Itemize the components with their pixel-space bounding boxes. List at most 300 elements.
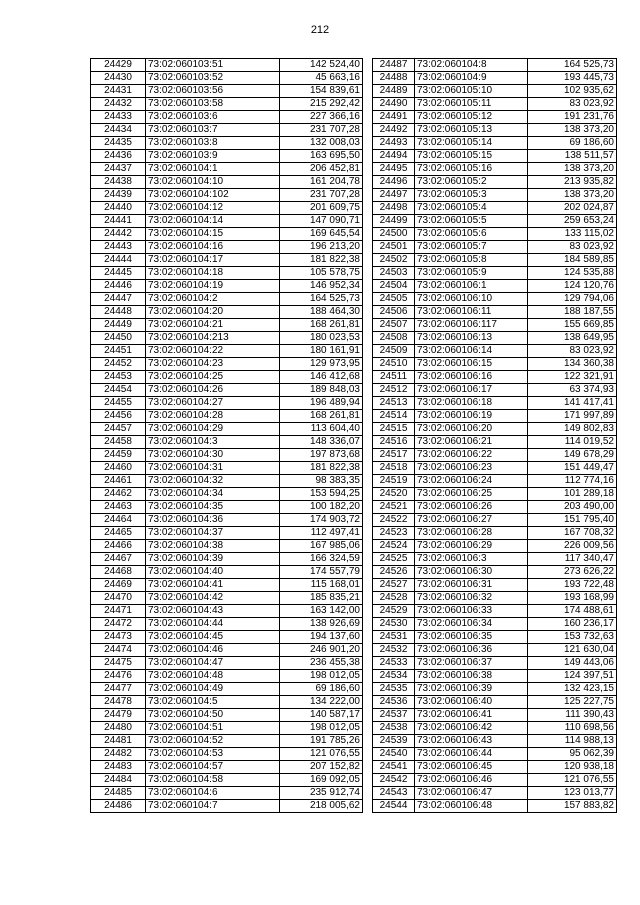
table-row [91, 410, 363, 423]
cadastral-number: 73:02:060106:13 [415, 332, 528, 345]
cadastral-number: 73:02:060106:48 [415, 800, 528, 813]
cadastral-value: 69 186,60 [280, 683, 363, 696]
cadastral-value: 149 678,29 [528, 449, 617, 462]
cadastral-value: 153 594,25 [280, 488, 363, 501]
cadastral-number: 73:02:060105:13 [415, 124, 528, 137]
row-number: 24465 [91, 527, 146, 540]
table-row [373, 176, 617, 189]
table-row [373, 722, 617, 735]
row-number: 24524 [373, 540, 415, 553]
row-number: 24480 [91, 722, 146, 735]
cadastral-value: 201 609,75 [280, 202, 363, 215]
row-number: 24469 [91, 579, 146, 592]
cadastral-value: 202 024,87 [528, 202, 617, 215]
cadastral-value: 133 115,02 [528, 228, 617, 241]
cadastral-value: 193 445,73 [528, 72, 617, 85]
table-row [91, 189, 363, 202]
row-number: 24532 [373, 644, 415, 657]
cadastral-value: 121 076,55 [280, 748, 363, 761]
cadastral-number: 73:02:060104:53 [146, 748, 280, 761]
cadastral-number: 73:02:060106:16 [415, 371, 528, 384]
cadastral-value: 188 464,30 [280, 306, 363, 319]
table-row [373, 540, 617, 553]
table-row [91, 488, 363, 501]
row-number: 24528 [373, 592, 415, 605]
row-number: 24488 [373, 72, 415, 85]
row-number: 24537 [373, 709, 415, 722]
cadastral-number: 73:02:060105:4 [415, 202, 528, 215]
cadastral-value: 121 076,55 [528, 774, 617, 787]
table-row [91, 202, 363, 215]
cadastral-value: 169 092,05 [280, 774, 363, 787]
cadastral-number: 73:02:060106:10 [415, 293, 528, 306]
table-row [91, 124, 363, 137]
row-number: 24432 [91, 98, 146, 111]
cadastral-value: 203 490,00 [528, 501, 617, 514]
table-row [373, 527, 617, 540]
cadastral-value: 193 722,48 [528, 579, 617, 592]
cadastral-number: 73:02:060105:11 [415, 98, 528, 111]
cadastral-number: 73:02:060106:3 [415, 553, 528, 566]
row-number: 24462 [91, 488, 146, 501]
row-number: 24504 [373, 280, 415, 293]
row-number: 24473 [91, 631, 146, 644]
table-row [91, 540, 363, 553]
table-row [373, 228, 617, 241]
cadastral-value: 45 663,16 [280, 72, 363, 85]
cadastral-value: 129 973,95 [280, 358, 363, 371]
cadastral-number: 73:02:060104:50 [146, 709, 280, 722]
cadastral-value: 215 292,42 [280, 98, 363, 111]
table-row [91, 111, 363, 124]
row-number: 24431 [91, 85, 146, 98]
row-number: 24487 [373, 59, 415, 72]
cadastral-number: 73:02:060106:45 [415, 761, 528, 774]
cadastral-value: 124 120,76 [528, 280, 617, 293]
row-number: 24497 [373, 189, 415, 202]
row-number: 24539 [373, 735, 415, 748]
row-number: 24527 [373, 579, 415, 592]
cadastral-value: 98 383,35 [280, 475, 363, 488]
cadastral-value: 83 023,92 [528, 98, 617, 111]
cadastral-number: 73:02:060106:26 [415, 501, 528, 514]
row-number: 24439 [91, 189, 146, 202]
cadastral-value: 95 062,39 [528, 748, 617, 761]
row-number: 24519 [373, 475, 415, 488]
cadastral-number: 73:02:060104:7 [146, 800, 280, 813]
cadastral-number: 73:02:060106:21 [415, 436, 528, 449]
row-number: 24433 [91, 111, 146, 124]
table-row [91, 774, 363, 787]
row-number: 24521 [373, 501, 415, 514]
cadastral-number: 73:02:060104:38 [146, 540, 280, 553]
table-row [373, 449, 617, 462]
cadastral-value: 196 213,20 [280, 241, 363, 254]
row-number: 24533 [373, 657, 415, 670]
table-row [373, 280, 617, 293]
table-row [373, 189, 617, 202]
cadastral-number: 73:02:060104:10 [146, 176, 280, 189]
table-row [373, 462, 617, 475]
cadastral-value: 191 785,26 [280, 735, 363, 748]
cadastral-number: 73:02:060104:22 [146, 345, 280, 358]
cadastral-value: 112 497,41 [280, 527, 363, 540]
cadastral-value: 115 168,01 [280, 579, 363, 592]
row-number: 24506 [373, 306, 415, 319]
cadastral-number: 73:02:060104:47 [146, 657, 280, 670]
table-row [373, 683, 617, 696]
cadastral-number: 73:02:060104:51 [146, 722, 280, 735]
cadastral-number: 73:02:060104:19 [146, 280, 280, 293]
row-number: 24477 [91, 683, 146, 696]
row-number: 24529 [373, 605, 415, 618]
table-row [91, 683, 363, 696]
table-row [373, 202, 617, 215]
row-number: 24471 [91, 605, 146, 618]
cadastral-number: 73:02:060106:24 [415, 475, 528, 488]
table-row [373, 657, 617, 670]
row-number: 24493 [373, 137, 415, 150]
row-number: 24484 [91, 774, 146, 787]
cadastral-number: 73:02:060106:1 [415, 280, 528, 293]
cadastral-number: 73:02:060104:27 [146, 397, 280, 410]
table-row [91, 449, 363, 462]
cadastral-number: 73:02:060105:9 [415, 267, 528, 280]
table-row [91, 293, 363, 306]
cadastral-value: 160 236,17 [528, 618, 617, 631]
cadastral-value: 218 005,62 [280, 800, 363, 813]
cadastral-number: 73:02:060104:41 [146, 579, 280, 592]
cadastral-value: 151 795,40 [528, 514, 617, 527]
table-row [91, 371, 363, 384]
cadastral-number: 73:02:060104:6 [146, 787, 280, 800]
cadastral-value: 194 137,60 [280, 631, 363, 644]
row-number: 24448 [91, 306, 146, 319]
cadastral-number: 73:02:060106:27 [415, 514, 528, 527]
row-number: 24460 [91, 462, 146, 475]
table-row [91, 735, 363, 748]
cadastral-number: 73:02:060103:52 [146, 72, 280, 85]
row-number: 24530 [373, 618, 415, 631]
cadastral-value: 151 449,47 [528, 462, 617, 475]
cadastral-value: 167 985,06 [280, 540, 363, 553]
table-row [373, 332, 617, 345]
row-number: 24447 [91, 293, 146, 306]
row-number: 24485 [91, 787, 146, 800]
cadastral-value: 155 669,85 [528, 319, 617, 332]
cadastral-number: 73:02:060106:19 [415, 410, 528, 423]
table-row [91, 241, 363, 254]
row-number: 24534 [373, 670, 415, 683]
cadastral-number: 73:02:060104:31 [146, 462, 280, 475]
row-number: 24514 [373, 410, 415, 423]
cadastral-number: 73:02:060104:48 [146, 670, 280, 683]
cadastral-value: 235 912,74 [280, 787, 363, 800]
cadastral-number: 73:02:060106:34 [415, 618, 528, 631]
cadastral-value: 114 988,13 [528, 735, 617, 748]
cadastral-number: 73:02:060104:20 [146, 306, 280, 319]
cadastral-number: 73:02:060104:58 [146, 774, 280, 787]
table-row [91, 566, 363, 579]
cadastral-number: 73:02:060104:23 [146, 358, 280, 371]
cadastral-value: 171 997,89 [528, 410, 617, 423]
table-row [373, 397, 617, 410]
cadastral-value: 206 452,81 [280, 163, 363, 176]
table-row [91, 644, 363, 657]
table-row [91, 332, 363, 345]
row-number: 24467 [91, 553, 146, 566]
cadastral-number: 73:02:060106:44 [415, 748, 528, 761]
cadastral-number: 73:02:060106:11 [415, 306, 528, 319]
cadastral-value: 134 222,00 [280, 696, 363, 709]
row-number: 24522 [373, 514, 415, 527]
cadastral-value: 138 511,57 [528, 150, 617, 163]
cadastral-value: 147 090,71 [280, 215, 363, 228]
table-row [91, 605, 363, 618]
cadastral-value: 166 324,59 [280, 553, 363, 566]
row-number: 24541 [373, 761, 415, 774]
row-number: 24475 [91, 657, 146, 670]
cadastral-value: 69 186,60 [528, 137, 617, 150]
table-row [91, 501, 363, 514]
table-row [91, 657, 363, 670]
table-row [91, 306, 363, 319]
row-number: 24437 [91, 163, 146, 176]
cadastral-value: 138 649,95 [528, 332, 617, 345]
cadastral-value: 196 489,94 [280, 397, 363, 410]
cadastral-number: 73:02:060106:47 [415, 787, 528, 800]
cadastral-number: 73:02:060106:40 [415, 696, 528, 709]
table-row [373, 267, 617, 280]
cadastral-value: 180 023,53 [280, 332, 363, 345]
table-row [91, 137, 363, 150]
cadastral-number: 73:02:060104:3 [146, 436, 280, 449]
table-row [373, 345, 617, 358]
cadastral-value: 180 161,91 [280, 345, 363, 358]
row-number: 24478 [91, 696, 146, 709]
row-number: 24498 [373, 202, 415, 215]
cadastral-value: 122 321,91 [528, 371, 617, 384]
cadastral-value: 83 023,92 [528, 241, 617, 254]
cadastral-value: 63 374,93 [528, 384, 617, 397]
table-row [373, 72, 617, 85]
cadastral-number: 73:02:060104:29 [146, 423, 280, 436]
cadastral-value: 157 883,82 [528, 800, 617, 813]
row-number: 24507 [373, 319, 415, 332]
table-row [91, 475, 363, 488]
cadastral-value: 231 707,28 [280, 124, 363, 137]
table-row [373, 800, 617, 813]
row-number: 24446 [91, 280, 146, 293]
cadastral-number: 73:02:060106:42 [415, 722, 528, 735]
row-number: 24518 [373, 462, 415, 475]
table-row [373, 618, 617, 631]
cadastral-value: 146 952,34 [280, 280, 363, 293]
cadastral-number: 73:02:060105:5 [415, 215, 528, 228]
cadastral-number: 73:02:060104:2 [146, 293, 280, 306]
cadastral-number: 73:02:060104:25 [146, 371, 280, 384]
cadastral-value: 110 698,56 [528, 722, 617, 735]
cadastral-number: 73:02:060103:56 [146, 85, 280, 98]
cadastral-value: 259 653,24 [528, 215, 617, 228]
row-number: 24491 [373, 111, 415, 124]
table-row [91, 579, 363, 592]
row-number: 24508 [373, 332, 415, 345]
cadastral-value: 168 261,81 [280, 319, 363, 332]
row-number: 24463 [91, 501, 146, 514]
table-row [91, 618, 363, 631]
cadastral-number: 73:02:060104:40 [146, 566, 280, 579]
cadastral-number: 73:02:060104:44 [146, 618, 280, 631]
row-number: 24500 [373, 228, 415, 241]
cadastral-number: 73:02:060106:38 [415, 670, 528, 683]
row-number: 24513 [373, 397, 415, 410]
cadastral-number: 73:02:060105:7 [415, 241, 528, 254]
cadastral-number: 73:02:060106:39 [415, 683, 528, 696]
cadastral-value: 213 935,82 [528, 176, 617, 189]
table-row [373, 774, 617, 787]
cadastral-value: 138 373,20 [528, 163, 617, 176]
cadastral-value: 185 835,21 [280, 592, 363, 605]
table-row [373, 631, 617, 644]
table-row [373, 124, 617, 137]
cadastral-number: 73:02:060104:34 [146, 488, 280, 501]
table-row [373, 319, 617, 332]
cadastral-value: 141 417,41 [528, 397, 617, 410]
cadastral-value: 191 231,76 [528, 111, 617, 124]
page-number: 212 [310, 24, 330, 36]
cadastral-value: 149 802,83 [528, 423, 617, 436]
table-row [91, 527, 363, 540]
table-row [373, 436, 617, 449]
table-row [91, 228, 363, 241]
cadastral-number: 73:02:060106:23 [415, 462, 528, 475]
table-row [373, 514, 617, 527]
cadastral-number: 73:02:060105:15 [415, 150, 528, 163]
table-row [91, 709, 363, 722]
cadastral-number: 73:02:060105:3 [415, 189, 528, 202]
row-number: 24442 [91, 228, 146, 241]
table-row [373, 410, 617, 423]
row-number: 24429 [91, 59, 146, 72]
table-row [373, 787, 617, 800]
table-row [373, 215, 617, 228]
cadastral-value: 188 187,55 [528, 306, 617, 319]
row-number: 24544 [373, 800, 415, 813]
cadastral-number: 73:02:060104:21 [146, 319, 280, 332]
row-number: 24474 [91, 644, 146, 657]
cadastral-value: 149 443,06 [528, 657, 617, 670]
row-number: 24444 [91, 254, 146, 267]
table-row [373, 306, 617, 319]
cadastral-value: 117 340,47 [528, 553, 617, 566]
row-number: 24453 [91, 371, 146, 384]
row-number: 24452 [91, 358, 146, 371]
row-number: 24438 [91, 176, 146, 189]
cadastral-value: 169 645,54 [280, 228, 363, 241]
cadastral-number: 73:02:060106:14 [415, 345, 528, 358]
table-row [373, 475, 617, 488]
cadastral-number: 73:02:060106:17 [415, 384, 528, 397]
cadastral-number: 73:02:060104:45 [146, 631, 280, 644]
cadastral-number: 73:02:060104:43 [146, 605, 280, 618]
table-row [91, 345, 363, 358]
table-row [373, 553, 617, 566]
cadastral-value: 226 009,56 [528, 540, 617, 553]
row-number: 24459 [91, 449, 146, 462]
table-row [373, 579, 617, 592]
row-number: 24435 [91, 137, 146, 150]
row-number: 24451 [91, 345, 146, 358]
table-row [373, 98, 617, 111]
row-number: 24466 [91, 540, 146, 553]
row-number: 24512 [373, 384, 415, 397]
row-number: 24468 [91, 566, 146, 579]
table-row [373, 137, 617, 150]
table-row [91, 696, 363, 709]
table-row [373, 670, 617, 683]
row-number: 24509 [373, 345, 415, 358]
table-row [91, 761, 363, 774]
table-row [91, 436, 363, 449]
cadastral-value: 153 732,63 [528, 631, 617, 644]
cadastral-number: 73:02:060104:30 [146, 449, 280, 462]
cadastral-number: 73:02:060105:6 [415, 228, 528, 241]
table-row [373, 150, 617, 163]
cadastral-number: 73:02:060106:18 [415, 397, 528, 410]
cadastral-value: 161 204,78 [280, 176, 363, 189]
table-row [373, 371, 617, 384]
cadastral-value: 189 848,03 [280, 384, 363, 397]
cadastral-value: 123 013,77 [528, 787, 617, 800]
cadastral-number: 73:02:060103:9 [146, 150, 280, 163]
row-number: 24481 [91, 735, 146, 748]
table-row [91, 254, 363, 267]
table-row [91, 722, 363, 735]
cadastral-number: 73:02:060106:43 [415, 735, 528, 748]
table-row [91, 592, 363, 605]
row-number: 24434 [91, 124, 146, 137]
row-number: 24441 [91, 215, 146, 228]
cadastral-number: 73:02:060105:10 [415, 85, 528, 98]
row-number: 24520 [373, 488, 415, 501]
cadastral-value: 181 822,38 [280, 462, 363, 475]
cadastral-value: 105 578,75 [280, 267, 363, 280]
cadastral-number: 73:02:060106:36 [415, 644, 528, 657]
cadastral-value: 138 373,20 [528, 124, 617, 137]
cadastral-number: 73:02:060106:29 [415, 540, 528, 553]
cadastral-value: 111 390,43 [528, 709, 617, 722]
table-row [373, 384, 617, 397]
table-row [91, 670, 363, 683]
cadastral-number: 73:02:060104:14 [146, 215, 280, 228]
cadastral-value: 148 336,07 [280, 436, 363, 449]
cadastral-number: 73:02:060105:2 [415, 176, 528, 189]
table-row [91, 176, 363, 189]
cadastral-value: 113 604,40 [280, 423, 363, 436]
table-row [91, 631, 363, 644]
cadastral-number: 73:02:060106:35 [415, 631, 528, 644]
table-row [91, 748, 363, 761]
table-row [91, 384, 363, 397]
row-number: 24470 [91, 592, 146, 605]
cadastral-value: 193 168,99 [528, 592, 617, 605]
table-row [373, 488, 617, 501]
table-row [91, 397, 363, 410]
cadastral-number: 73:02:060106:28 [415, 527, 528, 540]
cadastral-value: 83 023,92 [528, 345, 617, 358]
row-number: 24540 [373, 748, 415, 761]
